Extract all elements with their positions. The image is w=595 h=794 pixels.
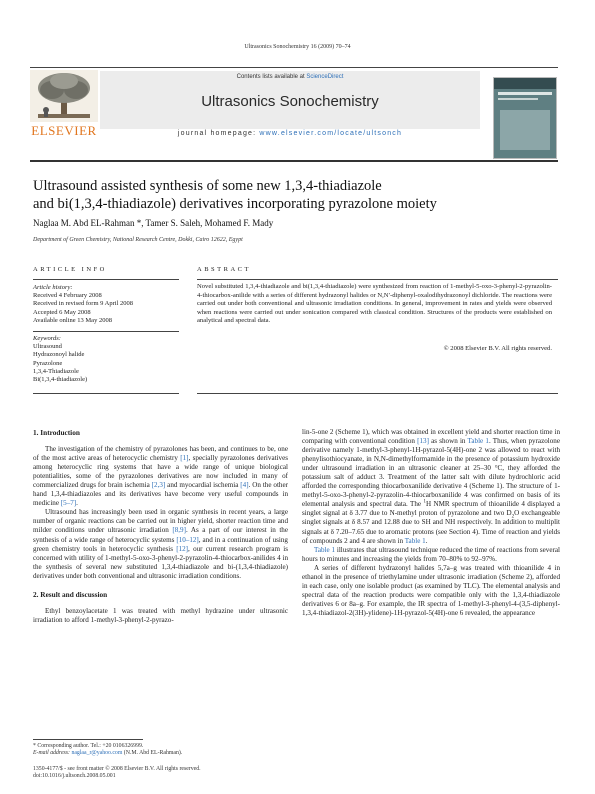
article-info-rule bbox=[33, 279, 179, 280]
body-right-column bbox=[302, 428, 560, 618]
citation-link[interactable]: [5–7] bbox=[60, 499, 77, 508]
table-link[interactable]: Table 1 bbox=[404, 536, 426, 545]
abstract-rule bbox=[197, 279, 558, 280]
citation-link[interactable]: [2,3] bbox=[151, 481, 166, 490]
body-left-column bbox=[33, 428, 288, 625]
keywords-heading: Keywords: bbox=[33, 335, 61, 343]
affiliation: Department of Green Chemistry, National Research Centre, Dokki, Cairo 12622, Egypt bbox=[33, 237, 243, 243]
email-note: E-mail address: naglaa_r@yahoo.com (N.M. Abd EL-Rahman). bbox=[33, 750, 183, 757]
citation-link[interactable]: [10–12] bbox=[176, 535, 199, 544]
keyword-item: Hydrazonoyl halide bbox=[33, 351, 85, 359]
doi-line: doi:10.1016/j.ultsonch.2008.05.001 bbox=[33, 773, 116, 780]
header-top-rule bbox=[30, 67, 558, 68]
corresponding-author-note: * Corresponding author. Tel.: +20 0106326999. bbox=[33, 743, 144, 749]
keywords-rule bbox=[33, 331, 179, 332]
copyright-notice: © 2008 Elsevier B.V. All rights reserved. bbox=[443, 345, 552, 352]
publisher-logo-text: ELSEVIER bbox=[31, 123, 97, 138]
section-heading-introduction: 1. Introduction bbox=[33, 428, 80, 437]
abstract-text: Novel substituted 1,3,4-thiadiazole and bi(1,3,4-thiadiazole) were synthesized from reaction of 1-methyl-5-oxo-3-phenyl-2-pyrazolin-4-thiocarbox-anilide with a series of different hydrazonyl halides or N,N′-diphenyl-oxalodihydrazonoyl dichloride. The reactions were carried out under both conventional and ultrasonic irradiation conditions. In general, improvement in rates and yields were observed when reactions were carried out under sonication compared with classical condition. Structures of the products were established on analytical and spectral data. bbox=[197, 283, 552, 325]
running-head: Ultrasonics Sonochemistry 16 (2009) 70–74 bbox=[244, 44, 351, 50]
citation-link[interactable]: [12] bbox=[176, 544, 189, 553]
results-paragraph-1: Ethyl benzoylacetate 1 was treated with methyl hydrazine under ultrasonic irradiation to afford 1-methyl-3-phenyl-2-pyrazo- bbox=[33, 606, 288, 624]
keyword-item: 1,3,4-Thiadiazole bbox=[33, 367, 79, 375]
sciencedirect-link[interactable]: ScienceDirect bbox=[306, 74, 344, 80]
results-paragraph-continued: lin-5-one 2 (Scheme 1), which was obtained in excellent yield and shorter reaction time in comparing with conventional condition [13] as shown in Table 1. Thus, when pyrazolone derivative namely 1-methyl-3-phenyl-1H-pyrazol-5(4H)-one 2 was allowed to react with phenylisothiocyanate, in N,N-dimethylformamide in the presence of potassium hydroxide under ultrasound irradiation in an ultrasonic cleaner at 25–30 °C, they afforded the potassium salt of adduct 3. Treatment of the latter salt with dilute hydrochloric acid afforded the corresponding thiocarboxanilide derivative 4 (Scheme 1). The structure of 1-methyl-5-oxo-3-phenyl-2-pyrazolin-4-thiocarboxanilide 4 was confirmed on basis of its elemental analysis and spectral data. The $^1$H NMR spectrum of thioanilide 4 displayed a singlet signal at δ 3.77 due to N-methyl proton of pyrazolone and two $D_2O$ exchangeable singlet signals at δ 8.57 and 12.88 due to SH and NH respectively. In addition to multiplit signals at δ 7.20–7.65 due to aromatic protons (see Section 4). Time of reaction and yields of compounds 2 and 4 are shown in Table 1. bbox=[302, 428, 560, 545]
intro-paragraph-2: Ultrasound has increasingly been used in organic synthesis in recent years, a large number of organic reactions can be carried out in higher yield, shorter reaction time and milder conditions under ultrasonic irradiation [8,9]. As a part of our interest in the synthesis of a wide range of heterocyclic systems [10–12], and in a continuation of using green chemistry tools in heterocyclic synthesis [12], our current research program is concerned with utility of 1-methyl-5-oxo-3-phenyl-2-pyrazolin-4-thiocarbox-anilides 4 in the synthesis of several new substituted 1,3,4-thiadiazole and bi-(1,3,4-thiadiazole) derivatives under both conventional and ultrasonic irradiation conditions. bbox=[33, 508, 288, 580]
history-item: Accepted 6 May 2008 bbox=[33, 308, 91, 316]
article-title bbox=[33, 177, 563, 213]
keyword-item: Bi(1,3,4-thiadiazole) bbox=[33, 376, 88, 384]
citation-link[interactable]: [4] bbox=[240, 481, 249, 490]
citation-link[interactable]: [8,9] bbox=[172, 526, 186, 535]
abstract-bottom-rule bbox=[197, 393, 558, 394]
email-link[interactable]: naglaa_r@yahoo.com bbox=[71, 750, 123, 757]
footnote bbox=[33, 743, 288, 757]
contents-prefix: Contents lists available at bbox=[236, 74, 307, 80]
footnote-rule bbox=[33, 739, 143, 740]
section-heading-results: 2. Result and discussion bbox=[33, 589, 108, 599]
results-paragraph-3: A series of different hydrazonyl halides 5,7a–g was treated with thioanilide 4 in ethanol in the presence of triethylamine under ultrasonic irradiation (Scheme 2), afforded in each case, only one isolable product (as examined by TLC). The elemental analysis and spectral data of the reaction products were compatible only with the 1,3,4-thiadiazole derivatives 6 or 8a–g. For example, the IR spectra of 1-methyl-3-phenyl-4-(3,5-diphenyl-1,3,4-thiadiazol-2(3H)-ylidene)-1H-pyrazol-5(4H)-one 6 revealed, the appearance bbox=[302, 563, 560, 617]
table-link[interactable]: Table 1 bbox=[314, 545, 336, 554]
journal-cover-thumbnail bbox=[493, 77, 557, 159]
citation-link[interactable]: [1] bbox=[180, 454, 189, 463]
issn-line: 1350-4177/$ - see front matter © 2008 Elsevier B.V. All rights reserved. bbox=[33, 766, 201, 772]
article-info-panel bbox=[33, 284, 168, 384]
history-item: Received in revised form 9 April 2008 bbox=[33, 300, 134, 308]
contents-line bbox=[100, 74, 480, 80]
keyword-item: Ultrasound bbox=[33, 343, 62, 351]
abstract-label: ABSTRACT bbox=[197, 266, 251, 273]
table-link[interactable]: Table 1 bbox=[467, 437, 489, 446]
history-item: Available online 13 May 2008 bbox=[33, 316, 112, 324]
bottom-publication-info bbox=[33, 766, 288, 780]
article-info-label: ARTICLE INFO bbox=[33, 266, 107, 273]
citation-link[interactable]: [13] bbox=[417, 437, 429, 446]
title-line-1: Ultrasound assisted synthesis of some new 1,3,4-thiadiazole bbox=[33, 178, 382, 194]
history-heading: Article history: bbox=[33, 284, 73, 291]
article-info-bottom-rule bbox=[33, 393, 179, 394]
intro-paragraph-1: The investigation of the chemistry of pyrazolones has been, and continues to be, one of the most active areas of heterocyclic chemistry [1], specially pyrazolones derivatives among heterocyclic ring systems that have a wide range of unique biological potentialities, some of the pyrazolones derivatives are now included in many of commercialized drugs for brain ischemia [2,3] and myocardial ischemia [4]. On the other hand 1,3,4-thiadiazoles and its derivatives have become very useful compounds in medicine [5–7]. bbox=[33, 445, 288, 508]
title-line-2: and bi(1,3,4-thiadiazole) derivatives incorporating pyrazolone moiety bbox=[33, 196, 437, 212]
journal-homepage-line bbox=[100, 130, 480, 137]
history-item: Received 4 February 2008 bbox=[33, 292, 102, 300]
homepage-prefix: journal homepage: bbox=[177, 130, 260, 137]
results-paragraph-2: Table 1 illustrates that ultrasound technique reduced the time of reactions from several hours to minutes and increasing the yields from 70–80% to 92–97%. bbox=[302, 545, 560, 563]
keyword-item: Pyrazolone bbox=[33, 359, 63, 367]
author-list: Naglaa M. Abd EL-Rahman *, Tamer S. Saleh, Mohamed F. Mady bbox=[33, 218, 274, 228]
journal-name: Ultrasonics Sonochemistry bbox=[201, 93, 379, 110]
homepage-url-link[interactable]: www.elsevier.com/locate/ultsonch bbox=[259, 130, 403, 137]
header-bottom-rule bbox=[30, 160, 558, 162]
